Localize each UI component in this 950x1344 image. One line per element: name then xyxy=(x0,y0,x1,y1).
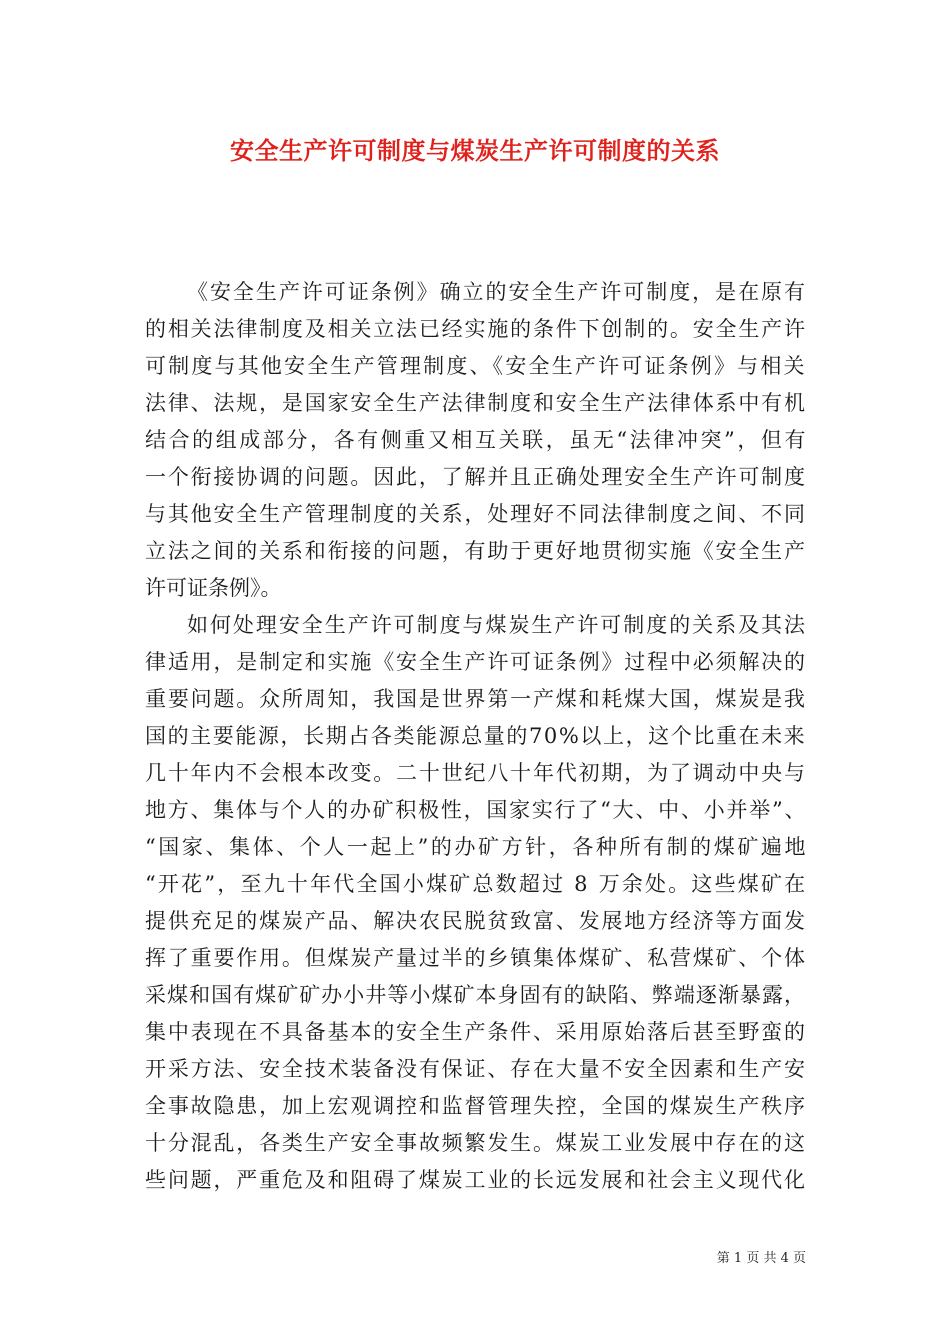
paragraph-line: 开采方法、安全技术装备没有保证、存在大量不安全因素和生产安 xyxy=(145,1057,807,1081)
paragraph-line: “国家、集体、个人一起上”的办矿方针，各种所有制的煤矿遍地 xyxy=(145,835,809,859)
paragraph-line: 《安全生产许可证条例》确立的安全生产许可制度，是在原有 xyxy=(187,280,807,304)
paragraph-line: 如何处理安全生产许可制度与煤炭生产许可制度的关系及其法 xyxy=(187,613,807,637)
paragraph-line: 国的主要能源，长期占各类能源总量的70%以上，这个比重在未来 xyxy=(145,724,807,748)
paragraph-line: 的相关法律制度及相关立法已经实施的条件下创制的。安全生产许 xyxy=(145,317,807,341)
paragraph-line: 地方、集体与个人的办矿积极性，国家实行了“大、中、小并举”、 xyxy=(145,798,808,822)
page-title: 安全生产许可制度与煤炭生产许可制度的关系 xyxy=(230,136,720,165)
paragraph-line: 全事故隐患，加上宏观调控和监督管理失控，全国的煤炭生产秩序 xyxy=(145,1094,807,1118)
paragraph-line: 可制度与其他安全生产管理制度、《安全生产许可证条例》与相关 xyxy=(145,354,807,378)
paragraph-line: 提供充足的煤炭产品、解决农民脱贫致富、发展地方经济等方面发 xyxy=(145,909,807,933)
paragraph-line: 重要问题。众所周知，我国是世界第一产煤和耗煤大国，煤炭是我 xyxy=(145,687,807,711)
paragraph-line: 十分混乱，各类生产安全事故频繁发生。煤炭工业发展中存在的这 xyxy=(145,1131,807,1155)
paragraph-line: 许可证条例》。 xyxy=(145,576,282,600)
paragraph-line: 采煤和国有煤矿矿办小井等小煤矿本身固有的缺陷、弊端逐渐暴露， xyxy=(145,983,807,1007)
paragraph-line: 立法之间的关系和衔接的问题，有助于更好地贯彻实施《安全生产 xyxy=(145,539,807,563)
paragraph-line: 些问题，严重危及和阻碍了煤炭工业的长远发展和社会主义现代化 xyxy=(145,1168,807,1192)
paragraph-line: “开花”，至九十年代全国小煤矿总数超过 8 万余处。这些煤矿在 xyxy=(145,872,808,896)
paragraph-line: 结合的组成部分，各有侧重又相互关联，虽无“法律冲突”，但有 xyxy=(145,428,809,452)
paragraph-line: 与其他安全生产管理制度的关系，处理好不同法律制度之间、不同 xyxy=(145,502,807,526)
paragraph-line: 挥了重要作用。但煤炭产量过半的乡镇集体煤矿、私营煤矿、个体 xyxy=(145,946,807,970)
paragraph-line: 律适用，是制定和实施《安全生产许可证条例》过程中必须解决的 xyxy=(145,650,807,674)
paragraph-line: 一个衔接协调的问题。因此，了解并且正确处理安全生产许可制度 xyxy=(145,465,807,489)
paragraph-line: 集中表现在不具备基本的安全生产条件、采用原始落后甚至野蛮的 xyxy=(145,1020,807,1044)
page-number: 第 1 页 共 4 页 xyxy=(716,1251,806,1266)
paragraph-line: 法律、法规，是国家安全生产法律制度和安全生产法律体系中有机 xyxy=(145,391,807,415)
paragraph-line: 几十年内不会根本改变。二十世纪八十年代初期，为了调动中央与 xyxy=(145,761,807,785)
